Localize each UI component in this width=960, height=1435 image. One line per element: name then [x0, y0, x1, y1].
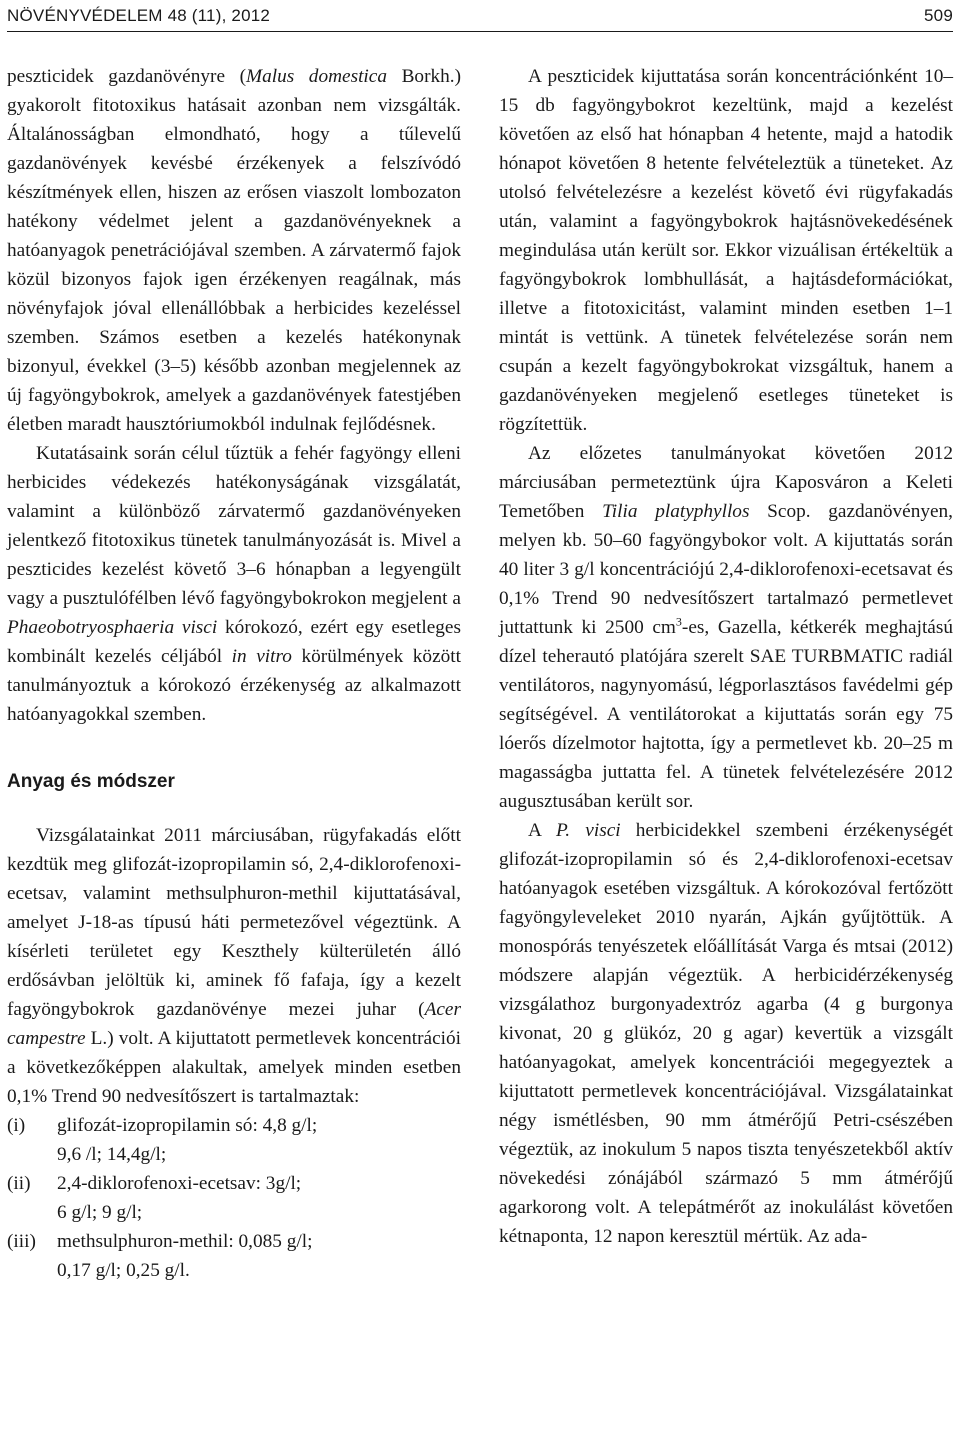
methods-paragraph: Vizsgálatainkat 2011 márciusában, rügyfakadás előtt kezdtük meg glifozát-izopropilamin só, 2,4-diklorofenoxi-ecetsav, valamint methsulphuron-methil kijuttatásával, amelyet J-18-as típusú háti permetezővel végeztünk. A kísérleti területet egy Keszthely külterületén álló erdősávban jelöltük ki, aminek fő fafaja, így a kezelt fagyöngybokrok gazdanövénye mezei juhar (Acer campestre L.) volt. A kijuttatott permetlevek koncentrációi a következőképpen alakultak, amelyek minden esetben 0,1% Trend 90 nedvesítőszert is tartalmaztak:: [7, 825, 461, 1107]
right-paragraph-1: A peszticidek kijuttatása során koncentrációnként 10–15 db fagyöngybokrot kezeltünk, majd a kezelést követően az első hat hónapban 4 hetente, majd a hatodik hónapot követően 8 hetente felvételeztük a tüneteket. Az utolsó felvételezésre a kezelést követő évi rügyfakadás után, valamint a fagyöngybokrok hajtásnövekedésének megindulása után került sor. Ekkor vizuálisan értékeltük a fagyöngybokrok lombhullását, a hajtásdeformációkat, illetve a fitotoxicitást, valamint minden esetben 1–1 mintát is vettünk. A tünetek felvételezése során nem csupán a kezelt fagyöngybokrokat vizsgáltuk, hanem a gazdanövényeken megjelenő esetleges tüneteket is rögzítettük.: [499, 66, 953, 435]
right-column: [499, 62, 953, 1251]
concentration-list: [7, 1111, 461, 1285]
list-item: (ii) 2,4-diklorofenoxi-ecetsav: 3g/l; 6 g/l; 9 g/l;: [7, 1173, 302, 1223]
section-title: Anyag és módszer: [7, 771, 175, 792]
left-paragraph-2: Kutatásaink során célul tűztük a fehér fagyöngy elleni herbicides védekezés hatékonyságának vizsgálatát, valamint a különböző zárvatermő gazdanövényeken jelentkező fitotoxikus tünetek tanulmányozását is. Mivel a peszticides kezelést követő 3–6 hónapban a legyengült vagy a pusztulófélben lévő fagyöngybokrokon megjelent a Phaeobotryosphaeria visci kórokozó, ezért egy esetleges kombinált kezelés céljából in vitro körülmények között tanulmányoztuk a kórokozó érzékenység az alkalmazott hatóanyagokkal szemben.: [7, 443, 461, 725]
right-paragraph-3: A P. visci herbicidekkel szembeni érzékenységét glifozát-izopropilamin só és 2,4-diklorofenoxi-ecetsav hatóanyagok esetében vizsgáltuk. A kórokozóval fertőzött fagyöngyleveleket 2010 nyarán, Ajkán gyűjtöttük. A monospórás tenyészetek előállítását Varga és mtsai (2012) módszere alapján végeztük. A herbicidérzékenység vizsgálathoz burgonyadextróz agarba (4 g burgonya kivonat, 20 g glükóz, 20 g agar) kevertük a vizsgált hatóanyagokat, amelyek koncentrációi megegyeztek a kijuttatott permetlevek koncentrációjával. Vizsgálatainkat négy ismétlésben, 90 mm átmérőjű Petri-csészében végeztük, az inokulum 5 napos tiszta tenyészetekből aktív növekedési zónájából származó 5 mm átmérőjű agarkorong volt. A telepátmérőt az inokulálást követően kétnaponta, 12 napon keresztül mértük. Az ada-: [499, 820, 953, 1247]
page-number: 509: [924, 6, 953, 25]
header-rule: [7, 31, 953, 32]
journal-title: NÖVÉNYVÉDELEM 48 (11), 2012: [7, 6, 271, 25]
list-item: (i) glifozát-izopropilamin só: 4,8 g/l; 9,6 /l; 14,4g/l;: [7, 1115, 318, 1165]
right-paragraph-2: Az előzetes tanulmányokat követően 2012 márciusában permeteztünk újra Kaposváron a Keleti Temetőben Tilia platyphyllos Scop. gazdanövényen, melyen kb. 50–60 fagyöngybokor volt. A kijuttatás során 40 liter 3 g/l koncentrációjú 2,4-diklorofenoxi-ecetsavat és 0,1% Trend 90 nedvesítőszert tartalmazó permetlevet juttattunk ki 2500 $cm^3-es$, Gazella, kétkerék meghajtású dízel teherautó platójára szerelt SAE TURBMATIC radiál ventilátoros, nagynyomású, légporlasztásos favédelmi gép segítségével. A ventilátorokat a kijuttatás során egy 75 lóerős dízelmotor hajtotta, így a permetlevet kb. 20–25 m magasságba juttatta fel. A tünetek felvételezésére 2012 augusztusában került sor.: [499, 443, 954, 812]
left-paragraph-1: peszticidek gazdanövényre (Malus domestica Borkh.) gyakorolt fitotoxikus hatásait azonban nem vizsgálták. Általánosságban elmondható, hogy a tűlevelű gazdanövények kevésbé érzékenyek a felszívódó készítmények ellen, hiszen az erősen viaszolt lombozaton hatékony védelmet jelent a gazdanövényeknek a hatóanyagok penetrációjával szemben. A zárvatermő fajok közül bizonyos fajok igen érzékenyen reagálnak, más növényfajok jóval ellenállóbbak a herbicides kezeléssel szemben. Számos esetben a kezelés hatékonynak bizonyul, évekkel (3–5) később azonban megjelennek az új fagyöngybokrok, amelyek a gazdanövények fatestjében életben maradt hausztóriumokból indulnak fejlődésnek.: [7, 66, 462, 435]
list-item: (iii) methsulphuron-methil: 0,085 g/l; 0,17 g/l; 0,25 g/l.: [7, 1231, 313, 1281]
left-column: [7, 62, 461, 1285]
running-head: [7, 6, 953, 30]
